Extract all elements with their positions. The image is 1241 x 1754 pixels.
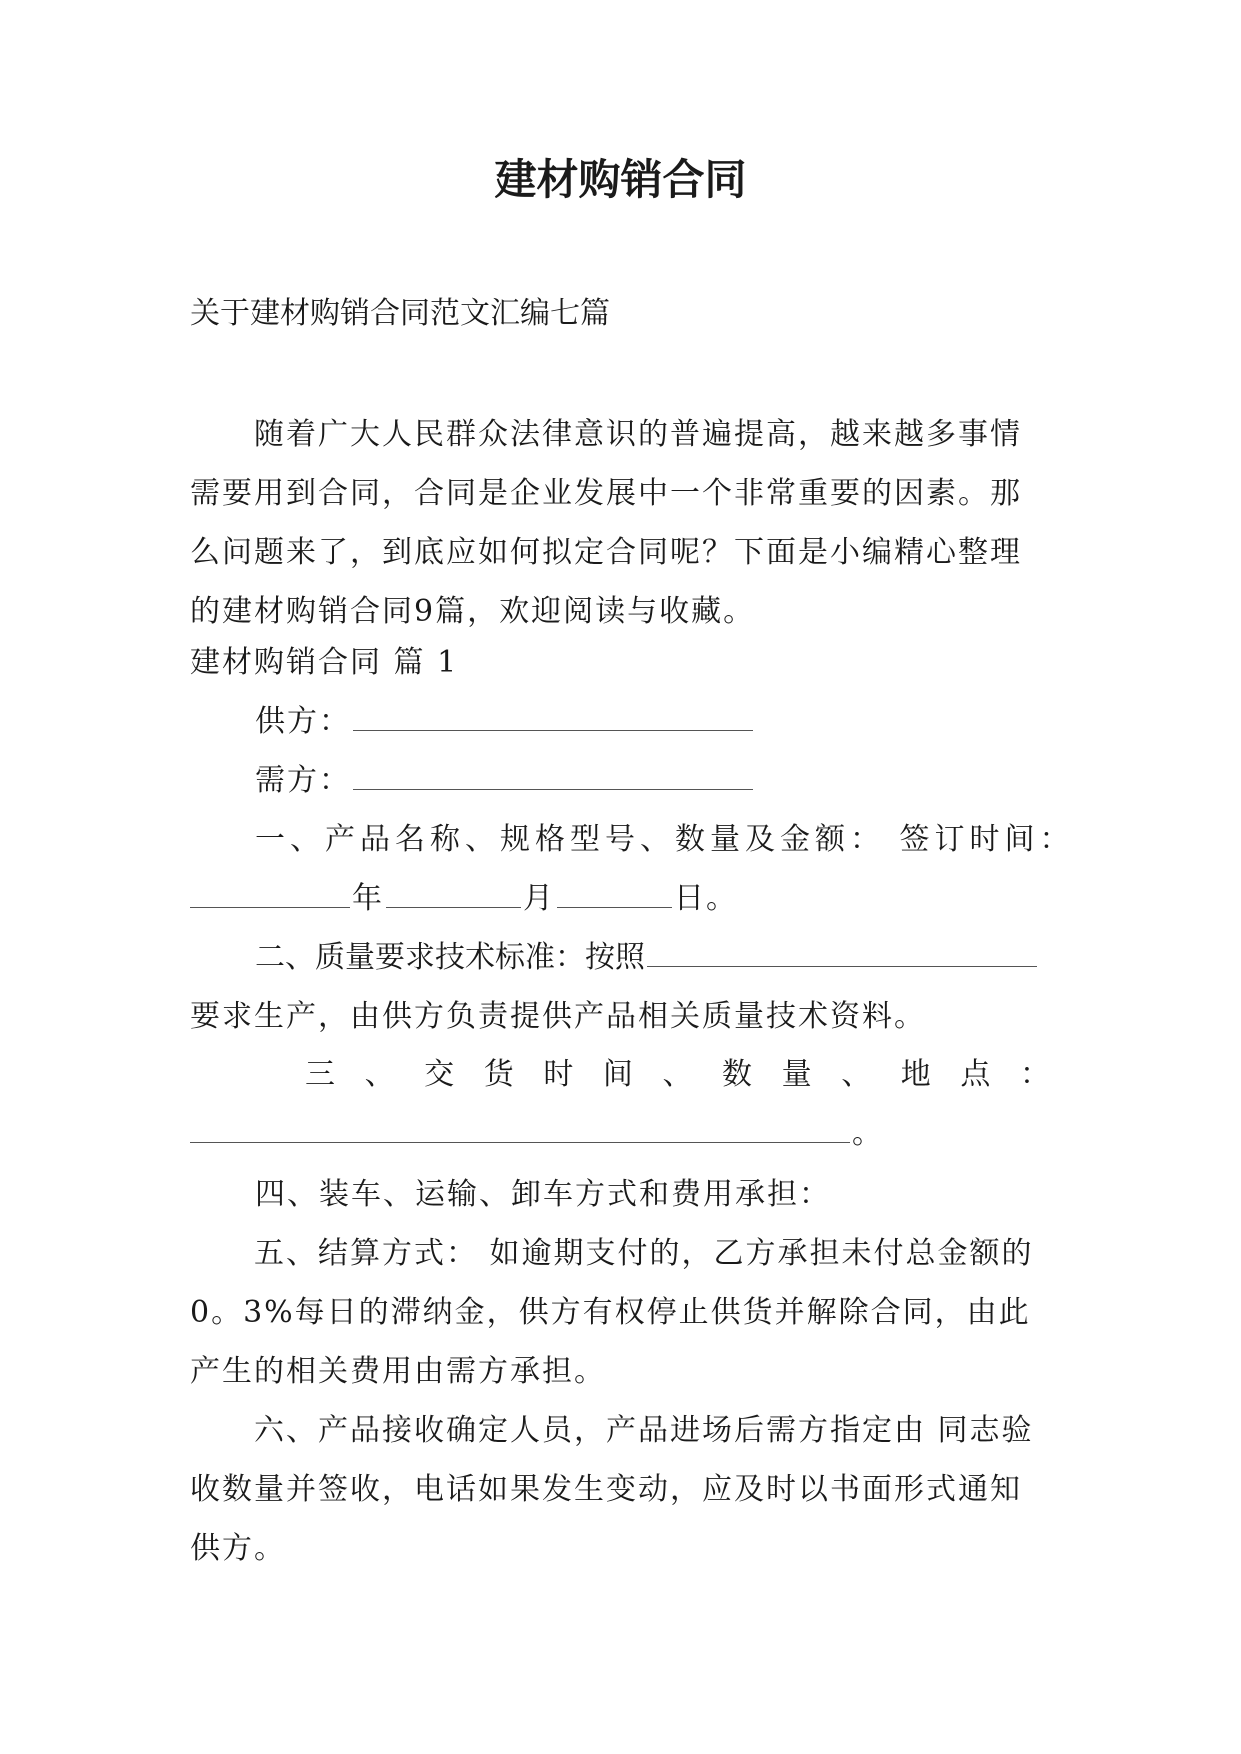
- clause-3-char: 、: [841, 1057, 872, 1092]
- clause-6-paragraph: [190, 1401, 1052, 1578]
- buyer-blank: [353, 763, 753, 790]
- clause-3-char: 点: [960, 1057, 991, 1092]
- month-label: 月: [523, 881, 555, 916]
- day-label: 日。: [674, 881, 738, 916]
- clause-3-char: 、: [662, 1057, 693, 1092]
- clause-2-start: 二、质量要求技术标准：按照: [255, 940, 645, 975]
- supplier-blank: [353, 704, 753, 731]
- year-blank: [190, 881, 350, 908]
- clause-3: [305, 1053, 1050, 1097]
- clause-3-char: 三: [305, 1057, 335, 1092]
- clause-3-char: 交: [424, 1057, 455, 1092]
- clause-3-char: 时: [543, 1057, 574, 1092]
- clause-1: 一、产品名称、规格型号、数量及金额： 签订时间：: [255, 822, 1075, 857]
- clause-3-end: 。: [852, 1116, 884, 1151]
- clause-3-char: 量: [781, 1057, 812, 1092]
- clause-5-paragraph: [190, 1224, 1052, 1401]
- month-blank: [386, 881, 521, 908]
- clause-2-line: [255, 936, 1039, 980]
- document-subtitle: 关于建材购销合同范文汇编七篇: [190, 296, 610, 331]
- clause-4: 四、装车、运输、卸车方式和费用承担：: [255, 1177, 831, 1212]
- signing-date-line: [190, 877, 738, 921]
- day-blank: [557, 881, 672, 908]
- clause-3-char: 、: [364, 1057, 395, 1092]
- intro-text: 随着广大人民群众法律意识的普遍提高，越来越多事情需要用到合同，合同是企业发展中一个非常重要的因素。那么问题来了，到底应如何拟定合同呢？下面是小编精心整理的建材购销合同9篇，欢迎阅读与收藏。: [190, 417, 1022, 629]
- supplier-line: [255, 700, 755, 744]
- buyer-line: [255, 759, 755, 803]
- year-label: 年: [352, 881, 384, 916]
- section-heading: 建材购销合同 篇 1: [190, 645, 459, 680]
- clause-3-blank-line: [190, 1112, 884, 1156]
- clause-3-char: 间: [602, 1057, 633, 1092]
- supplier-label: 供方：: [255, 704, 351, 739]
- intro-paragraph: [190, 405, 1052, 641]
- clause-2-end: 要求生产，由供方负责提供产品相关质量技术资料。: [190, 999, 926, 1034]
- buyer-label: 需方：: [255, 763, 351, 798]
- clause-3-blank: [190, 1116, 850, 1143]
- clause-2-blank: [647, 940, 1037, 967]
- clause-3-char: 数: [722, 1057, 753, 1092]
- clause-6: 六、产品接收确定人员，产品进场后需方指定由 同志验收数量并签收，电话如果发生变动，应及时以书面形式通知供方。: [190, 1413, 1034, 1566]
- clause-5: 五、结算方式： 如逾期支付的，乙方承担未付总金额的0。3%每日的滞纳金，供方有权停止供货并解除合同，由此产生的相关费用由需方承担。: [190, 1236, 1034, 1389]
- clause-3-char: 地: [900, 1057, 931, 1092]
- document-title: 建材购销合同: [494, 155, 747, 204]
- clause-3-char: 货: [483, 1057, 514, 1092]
- clause-3-char: ：: [1019, 1057, 1050, 1092]
